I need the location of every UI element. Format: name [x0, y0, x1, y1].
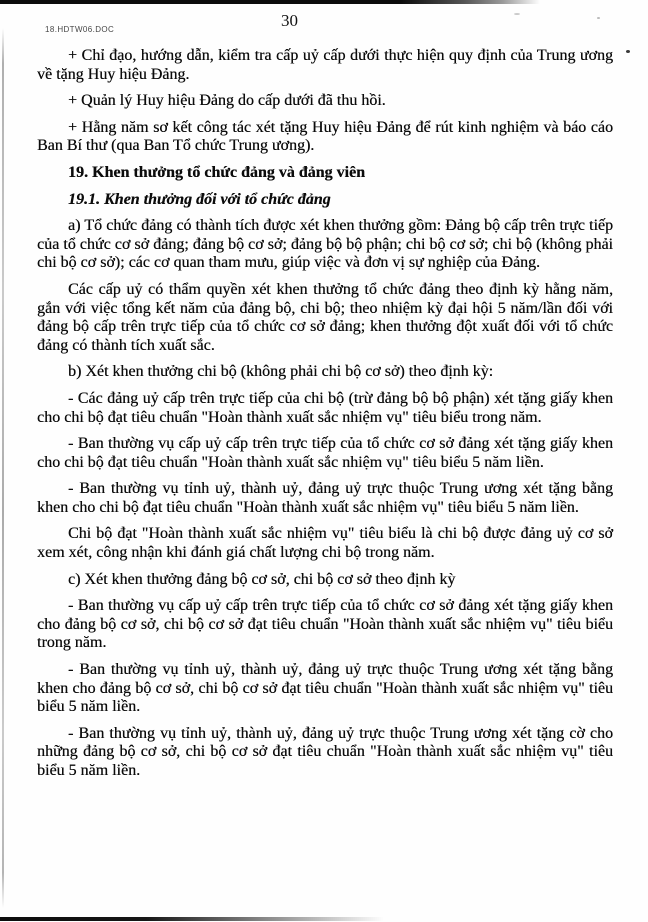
page-number: 30	[281, 11, 298, 30]
section-heading-19: 19. Khen thưởng tổ chức đảng và đảng viên	[68, 163, 365, 181]
scan-speck	[626, 50, 630, 53]
paragraph-dash-item: - Các đảng uỷ cấp trên trực tiếp của chi bộ (trừ đảng bộ bộ phận) xét tặng giấy khen cho chi bộ đạt tiêu chuẩn "Hoàn thành xuất sắc nhiệm vụ" tiêu biểu trong năm.	[37, 389, 613, 426]
paragraph-dash-item: - Ban thường vụ tỉnh uỷ, thành uỷ, đảng uỷ trực thuộc Trung ương xét tặng cờ cho những đảng bộ cơ sở, chi bộ cơ sở đạt tiêu chuẩn "Hoàn thành xuất sắc nhiệm vụ" tiêu biểu 5 năm liền.	[37, 724, 613, 779]
paragraph: Chi bộ đạt "Hoàn thành xuất sắc nhiệm vụ" tiêu biểu là chi bộ được đảng uỷ cơ sở xem xét, công nhận khi đánh giá chất lượng chi bộ trong năm.	[37, 525, 613, 562]
paragraph-item-c: c) Xét khen thưởng đảng bộ cơ sở, chi bộ cơ sở theo định kỳ	[68, 570, 456, 588]
document-body	[37, 47, 613, 789]
subsection-heading-19-1: 19.1. Khen thưởng đối với tổ chức đảng	[68, 190, 331, 208]
left-scan-edge-line	[2, 28, 4, 908]
document-reference: 18.HDTW06.DOC	[45, 25, 115, 34]
paragraph-dash-item: - Ban thường vụ tỉnh uỷ, thành uỷ, đảng uỷ trực thuộc Trung ương xét tặng bằng khen cho đảng bộ cơ sở, chi bộ cơ sở đạt tiêu chuẩn "Hoàn thành xuất sắc nhiệm vụ" tiêu biểu 5 năm liền.	[37, 661, 613, 716]
paragraph-item-b: b) Xét khen thưởng chi bộ (không phải chi bộ cơ sở) theo định kỳ:	[68, 363, 494, 381]
paragraph-plus-item: + Chỉ đạo, hướng dẫn, kiểm tra cấp uỷ cấp dưới thực hiện quy định của Trung ương về tặng Huy hiệu Đảng.	[37, 47, 613, 83]
paragraph-dash-item: - Ban thường vụ cấp uỷ cấp trên trực tiếp của tổ chức cơ sở đảng xét tặng giấy khen cho đảng bộ cơ sở, chi bộ cơ sở đạt tiêu chuẩn "Hoàn thành xuất sắc nhiệm vụ" tiêu biểu trong năm.	[37, 597, 613, 652]
paragraph-dash-item: - Ban thường vụ tỉnh uỷ, thành uỷ, đảng uỷ trực thuộc Trung ương xét tặng bằng khen cho chi bộ đạt tiêu chuẩn "Hoàn thành xuất sắc nhiệm vụ" tiêu biểu 5 năm liền.	[37, 480, 613, 516]
paragraph-plus-item: + Quản lý Huy hiệu Đảng do cấp dưới đã thu hồi.	[68, 92, 386, 110]
paragraph: Các cấp uỷ có thẩm quyền xét khen thưởng tổ chức đảng theo định kỳ hằng năm, gắn với việc tổng kết năm của đảng bộ, chi bộ; theo nhiệm kỳ đại hội 5 năm/lần đối với đảng bộ cấp trên trực tiếp của tổ chức cơ sở đảng; khen thưởng đột xuất đối với tổ chức đảng có thành tích xuất sắc.	[37, 280, 613, 354]
bottom-scan-edge-bar	[0, 917, 384, 921]
scan-speck	[597, 17, 600, 19]
paragraph-plus-item: + Hằng năm sơ kết công tác xét tặng Huy hiệu Đảng để rút kinh nghiệm và báo cáo Ban Bí thư (qua Ban Tổ chức Trung ương).	[37, 118, 613, 155]
paragraph-dash-item: - Ban thường vụ cấp uỷ cấp trên trực tiếp của tổ chức cơ sở đảng xét tặng giấy khen cho chi bộ đạt tiêu chuẩn "Hoàn thành xuất sắc nhiệm vụ" tiêu biểu 5 năm liền.	[37, 435, 613, 471]
paragraph-item-a: a) Tổ chức đảng có thành tích được xét khen thưởng gồm: Đảng bộ cấp trên trực tiếp của tổ chức cơ sở đảng; đảng bộ cơ sở; đảng bộ bộ phận; chi bộ cơ sở; chi bộ (không phải chi bộ cơ sở); các cơ quan tham mưu, giúp việc và đơn vị sự nghiệp của Đảng.	[37, 217, 613, 272]
top-scan-edge-bar	[0, 0, 540, 4]
scan-speck	[514, 13, 520, 15]
